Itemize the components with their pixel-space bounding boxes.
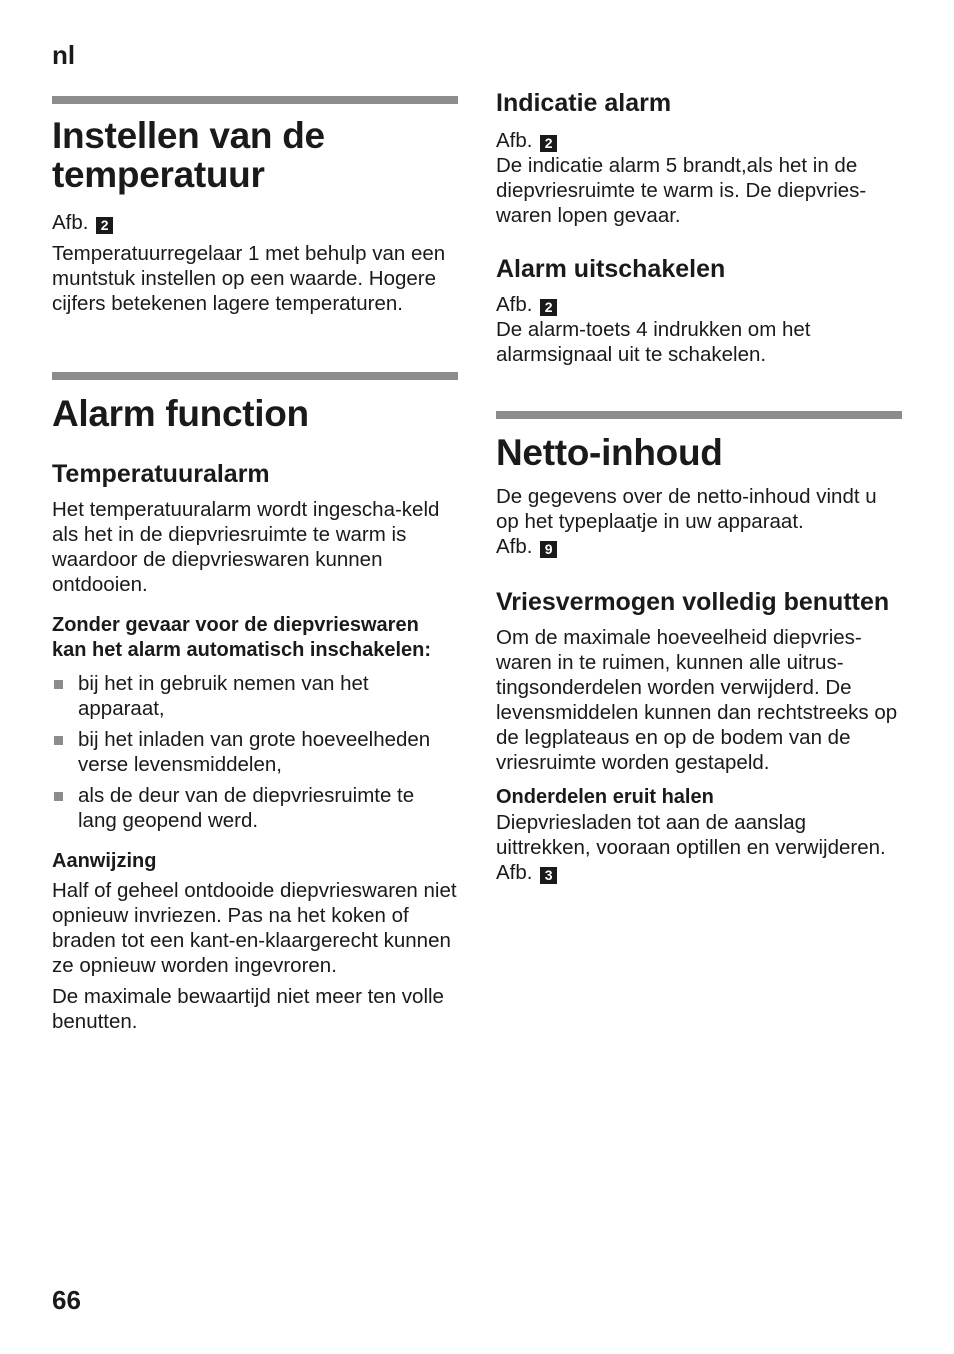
- bullet-list: [52, 671, 458, 833]
- figure-number-badge: 3: [540, 867, 557, 884]
- paragraph: Het temperatuuralarm wordt ingescha-keld als het in de diepvriesruimte te warm is waardoor de diepvrieswaren kunnen ontdooien.: [52, 498, 440, 596]
- paragraph: Diepvriesladen tot aan de aanslag uittrekken, vooraan optillen en verwijderen. Afb. 3: [496, 811, 886, 884]
- section-title-netto: Netto-inhoud: [496, 432, 723, 473]
- paragraph: Temperatuurregelaar 1 met behulp van een muntstuk instellen op een waarde. Hogere cijfers betekenen lagere temperaturen.: [52, 242, 446, 315]
- left-column: [52, 96, 458, 1034]
- right-column: [496, 88, 902, 885]
- note-title: Aanwijzing: [52, 850, 157, 872]
- figure-number-badge: 2: [540, 299, 557, 316]
- subsection-title: Temperatuuralarm: [52, 460, 270, 488]
- section-title-temperature: Instellen van de temperatuur: [52, 115, 325, 195]
- section-rule: [52, 96, 458, 104]
- bullet-icon: [54, 680, 63, 689]
- paragraph: Half of geheel ontdooide diepvrieswaren niet opnieuw invriezen. Pas na het koken of braden tot een kant-en-klaargerecht kunnen ze opnieuw worden ingevroren.: [52, 879, 457, 977]
- figure-number-badge: 2: [540, 135, 557, 152]
- list-item: bij het inladen van grote hoeveelheden verse levensmiddelen,: [52, 727, 458, 777]
- list-item: bij het in gebruik nemen van het apparaat,: [52, 671, 458, 721]
- subsection-title: Indicatie alarm: [496, 89, 672, 117]
- paragraph: De gegevens over de netto-inhoud vindt u op het typeplaatje in uw apparaat. Afb. 9: [496, 485, 877, 558]
- bullet-icon: [54, 736, 63, 745]
- figure-number-badge: 9: [540, 541, 557, 558]
- paragraph: De indicatie alarm 5 brandt,als het in de diepvriesruimte te warm is. De diepvries-waren lopen gevaar.: [496, 154, 867, 227]
- subsection-title: Vriesvermogen volledig benutten: [496, 588, 890, 616]
- section-rule: [52, 372, 458, 380]
- bullet-icon: [54, 792, 63, 801]
- figure-reference: Afb. 2: [496, 292, 902, 317]
- section-title-alarm: Alarm function: [52, 393, 309, 434]
- paragraph: Om de maximale hoeveelheid diepvries-waren in te ruimen, kunnen alle uitrus-tingsonderdelen worden verwijderd. De levensmiddelen kunnen dan rechtstreeks op de legplateaus en op de bodem van de vriesruimte worden gestapeld.: [496, 626, 898, 774]
- paragraph: De alarm-toets 4 indrukken om het alarmsignaal uit te schakelen.: [496, 318, 811, 366]
- page-number: 66: [52, 1285, 81, 1315]
- figure-number-badge: 2: [96, 217, 113, 234]
- language-label: nl: [52, 40, 76, 70]
- paragraph: De maximale bewaartijd niet meer ten volle benutten.: [52, 985, 444, 1033]
- bold-intro: Zonder gevaar voor de diepvrieswaren kan het alarm automatisch inschakelen:: [52, 614, 432, 661]
- figure-reference: Afb. 2: [52, 210, 458, 235]
- figure-reference: Afb. 2: [496, 128, 902, 153]
- list-item: als de deur van de diepvriesruimte te lang geopend werd.: [52, 783, 458, 833]
- subsection-title: Alarm uitschakelen: [496, 255, 726, 283]
- subheading: Onderdelen eruit halen: [496, 786, 714, 808]
- section-rule: [496, 411, 902, 419]
